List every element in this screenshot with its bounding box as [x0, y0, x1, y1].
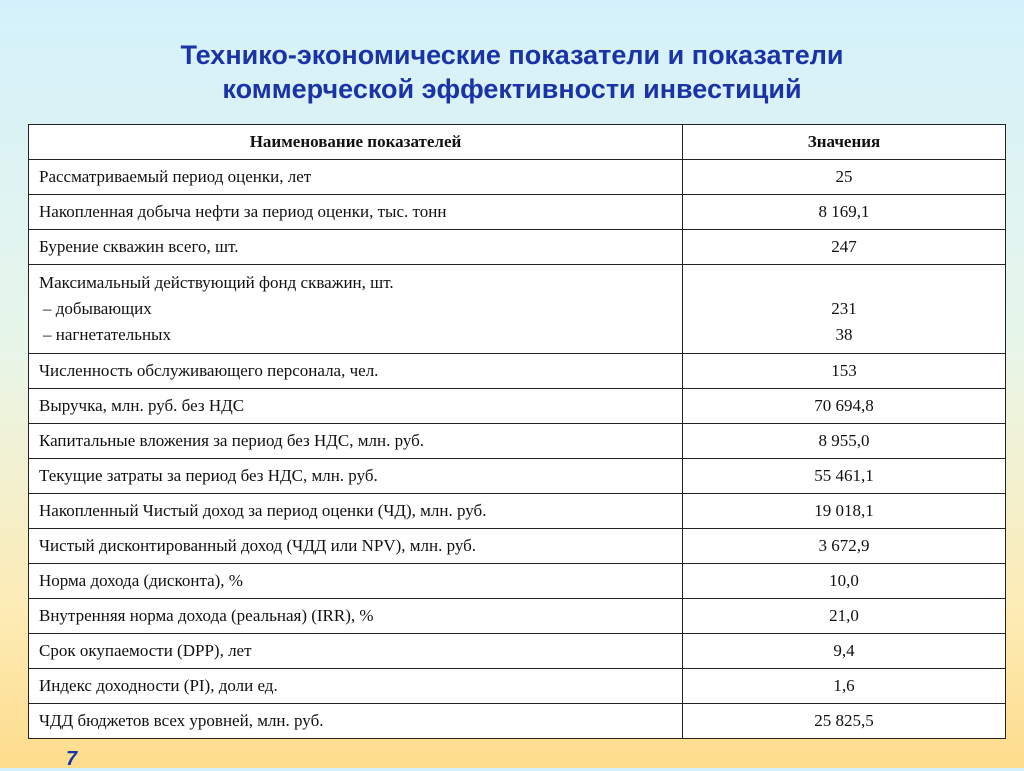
- row-label: Норма дохода (дисконта), %: [29, 563, 683, 598]
- row-label: Бурение скважин всего, шт.: [29, 230, 683, 265]
- row-label: ЧДД бюджетов всех уровней, млн. руб.: [29, 703, 683, 738]
- row-value-injection: 38: [835, 325, 853, 344]
- title-line-2: коммерческой эффективности инвестиций: [222, 74, 802, 104]
- row-value: 25 825,5: [683, 703, 1006, 738]
- row-value: 25: [683, 160, 1006, 195]
- row-value-producing: 231: [831, 298, 857, 318]
- table-row: [29, 458, 1006, 493]
- row-value: 8 955,0: [683, 423, 1006, 458]
- row-sublabel-producing: – добывающих: [43, 298, 152, 318]
- table-row: [29, 493, 1006, 528]
- page-number: 7: [66, 748, 78, 770]
- row-label: Численность обслуживающего персонала, чел.: [29, 353, 683, 388]
- page-title: [0, 38, 1024, 106]
- row-value: 19 018,1: [683, 493, 1006, 528]
- title-line-1: Технико-экономические показатели и показатели: [180, 40, 844, 70]
- row-label: Капитальные вложения за период без НДС, млн. руб.: [29, 423, 683, 458]
- row-label: Чистый дисконтированный доход (ЧДД или NPV), млн. руб.: [29, 528, 683, 563]
- row-value: 153: [683, 353, 1006, 388]
- indicators-table: [28, 124, 1006, 739]
- table-row: [29, 353, 1006, 388]
- row-sublabel-injection: – нагнетательных: [43, 324, 171, 344]
- row-label: Максимальный действующий фонд скважин, шт.: [39, 272, 394, 292]
- table-row: [29, 388, 1006, 423]
- header-indicator-name: Наименование показателей: [29, 125, 683, 160]
- table-row: [29, 230, 1006, 265]
- row-label: Накопленный Чистый доход за период оценки (ЧД), млн. руб.: [29, 493, 683, 528]
- row-values-multiline: [683, 265, 1006, 354]
- table-row: [29, 195, 1006, 230]
- table-row: [29, 703, 1006, 738]
- table-row: [29, 563, 1006, 598]
- row-value: 10,0: [683, 563, 1006, 598]
- row-value: 3 672,9: [683, 528, 1006, 563]
- table-row: [29, 423, 1006, 458]
- row-value: 247: [683, 230, 1006, 265]
- row-label-multiline: [29, 265, 683, 354]
- row-value: 70 694,8: [683, 388, 1006, 423]
- row-value: 9,4: [683, 633, 1006, 668]
- table-row: [29, 598, 1006, 633]
- row-label: Текущие затраты за период без НДС, млн. руб.: [29, 458, 683, 493]
- table-row: [29, 265, 1006, 354]
- row-value: 8 169,1: [683, 195, 1006, 230]
- row-label: Индекс доходности (PI), доли ед.: [29, 668, 683, 703]
- row-value: 21,0: [683, 598, 1006, 633]
- table-row: [29, 668, 1006, 703]
- table-row: [29, 160, 1006, 195]
- row-label: Внутренняя норма дохода (реальная) (IRR), %: [29, 598, 683, 633]
- table-row: [29, 633, 1006, 668]
- row-value: 55 461,1: [683, 458, 1006, 493]
- table-header-row: [29, 125, 1006, 160]
- header-value: Значения: [683, 125, 1006, 160]
- row-label: Рассматриваемый период оценки, лет: [29, 160, 683, 195]
- row-label: Накопленная добыча нефти за период оценки, тыс. тонн: [29, 195, 683, 230]
- row-value: 1,6: [683, 668, 1006, 703]
- table-row: [29, 528, 1006, 563]
- row-label: Выручка, млн. руб. без НДС: [29, 388, 683, 423]
- row-label: Срок окупаемости (DPP), лет: [29, 633, 683, 668]
